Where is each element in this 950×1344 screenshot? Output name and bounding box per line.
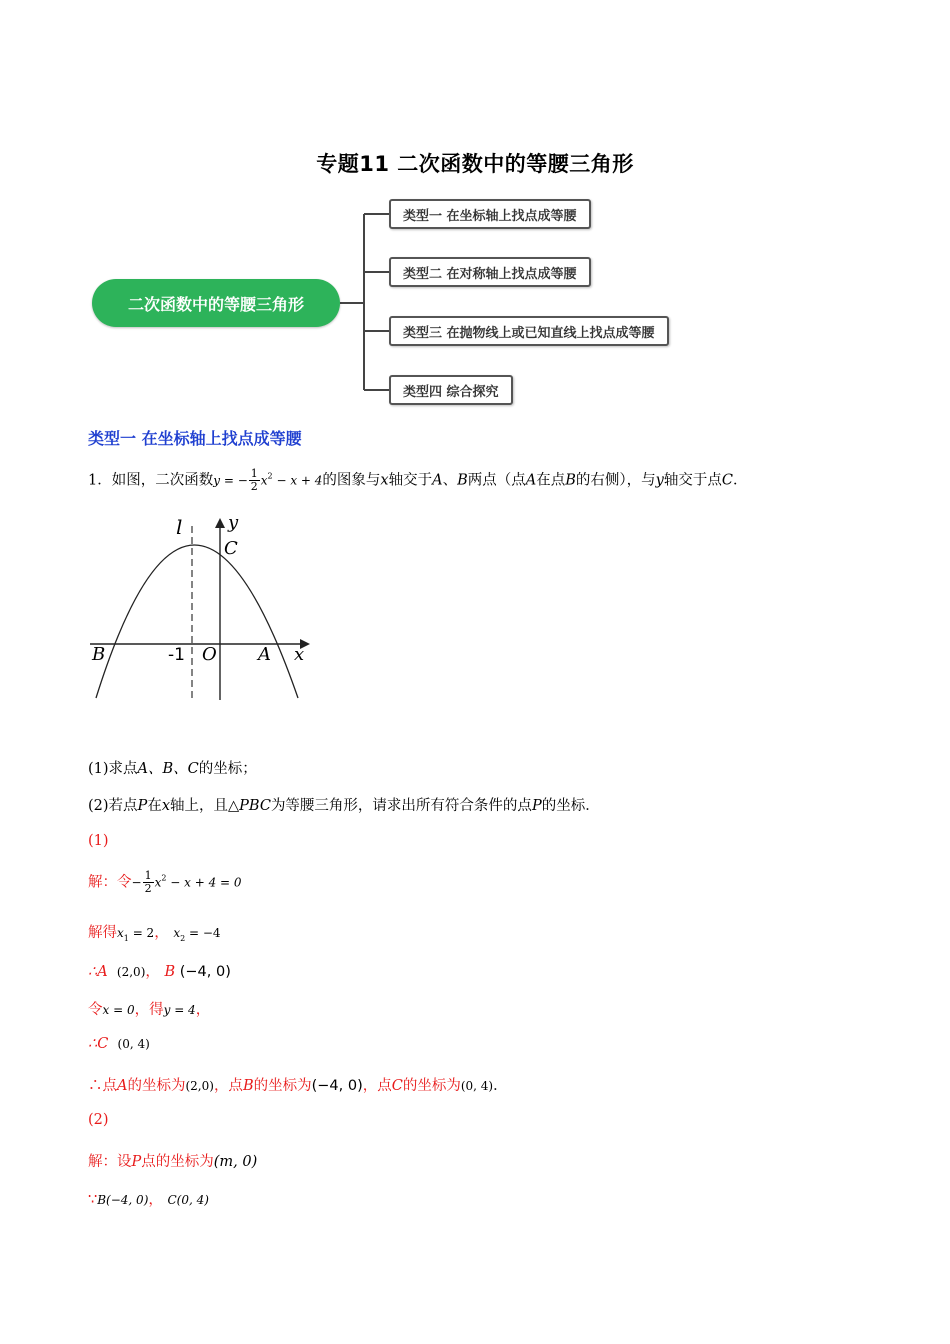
solution-line-8: ∵B(−4, 0)， C(0, 4) bbox=[88, 1192, 209, 1208]
solution-part-2-label: (2) bbox=[88, 1112, 109, 1128]
solution-line-6: ∴点A的坐标为(2,0)，点B的坐标为(−4, 0)，点C的坐标为(0, 4)． bbox=[88, 1078, 508, 1094]
label-O: O bbox=[202, 644, 217, 665]
label-l: l bbox=[176, 515, 183, 539]
solution-line-1: 解：令− $\frac{1}{2}$ $x^2 - x + 4 = 0$ bbox=[88, 869, 242, 895]
page-title: 专题11 二次函数中的等腰三角形 bbox=[316, 152, 634, 176]
solution-line-4: 令x = 0，得y = 4， bbox=[88, 1002, 211, 1018]
solution-line-2: 解得$x_1 = 2$， $x_2 = -4$ bbox=[88, 925, 221, 943]
label-A: A bbox=[258, 644, 271, 665]
solution-line-5: ∴C (0, 4) bbox=[88, 1036, 150, 1052]
solution-part-1-label: (1) bbox=[88, 833, 109, 849]
mindmap-root: 二次函数中的等腰三角形 bbox=[92, 279, 340, 327]
section-heading: 类型一 在坐标轴上找点成等腰 bbox=[88, 429, 302, 448]
question-2: (2)若点P在x轴上，且△PBC为等腰三角形，请求出所有符合条件的点P的坐标． bbox=[88, 798, 600, 814]
fraction-one-half: $\frac{1}{2}$ bbox=[250, 467, 258, 493]
mindmap-branch-type2: 类型二 在对称轴上找点成等腰 bbox=[389, 257, 591, 287]
label-y: y bbox=[228, 512, 239, 533]
parabola-graph bbox=[88, 508, 328, 708]
fraction-one-half-solution: $\frac{1}{2}$ bbox=[144, 869, 152, 895]
y-axis-arrow bbox=[215, 518, 225, 528]
label-B: B bbox=[92, 644, 106, 665]
mindmap-branch-type4: 类型四 综合探究 bbox=[389, 375, 513, 405]
question-1: (1)求点A、B、C的坐标； bbox=[88, 761, 257, 777]
parabola-curve bbox=[96, 545, 298, 698]
label-neg1: -1 bbox=[168, 645, 185, 665]
label-x: x bbox=[294, 644, 305, 665]
mindmap-branch-type3: 类型三 在抛物线上或已知直线上找点成等腰 bbox=[389, 316, 669, 346]
label-C: C bbox=[224, 538, 238, 559]
solution-line-7: 解：设P点的坐标为(m, 0) bbox=[88, 1154, 258, 1170]
problem-statement: 1．如图，二次函数y = − $\frac{1}{2}$ $x^2 - x + 4$的图象与x轴交于A、B两点（点A在点B的右侧），与y轴交于点C． bbox=[88, 467, 748, 493]
mindmap-branch-type1: 类型一 在坐标轴上找点成等腰 bbox=[389, 199, 591, 229]
solution-line-3: ∴A (2,0)， B (−4, 0) bbox=[88, 964, 231, 980]
